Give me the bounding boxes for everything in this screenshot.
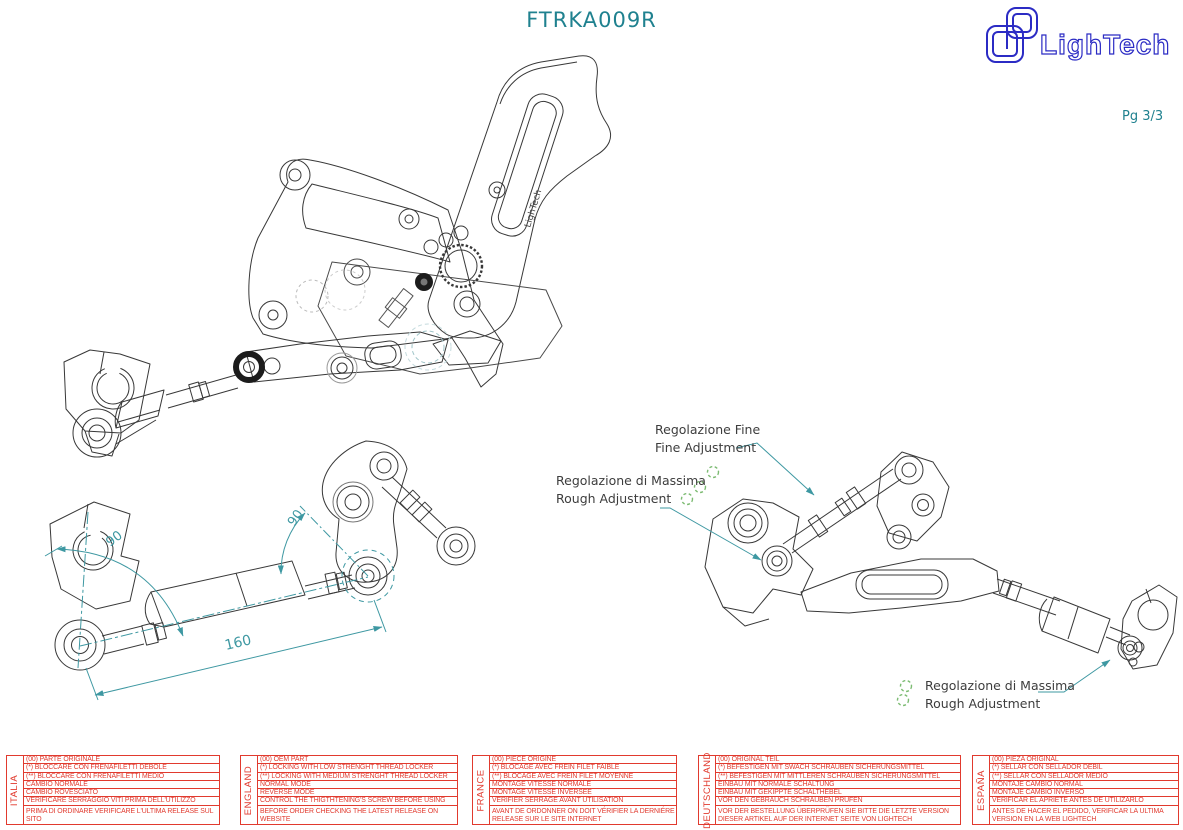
table-deutschland xyxy=(698,751,961,829)
cylinder-body xyxy=(145,561,355,627)
short-link xyxy=(382,477,475,565)
lever-clamp xyxy=(64,350,150,456)
rough-adjustment-left-annotation xyxy=(556,472,706,508)
table-language-label: ESPAÑA xyxy=(973,756,990,824)
table-rows xyxy=(490,756,676,824)
table-row: MONTAJE CAMBIO NORMAL xyxy=(990,781,1178,789)
turnbuckle-link xyxy=(783,469,901,553)
annotation-line: Regolazione di Massima xyxy=(556,473,706,488)
rough-adjustment-right-annotation xyxy=(925,677,1075,713)
annotation-line: Regolazione Fine xyxy=(655,422,761,437)
table-row: (00) OEM PART xyxy=(258,756,457,764)
table-row: VERIFIER SERRAGE AVANT UTILISATION xyxy=(490,797,676,805)
table-rows xyxy=(716,756,960,824)
shift-lever-arm xyxy=(236,331,501,383)
rocker-plate xyxy=(877,452,949,549)
table-row: CONTROL THE THIGTHTENING'S SCREW BEFORE USING xyxy=(258,797,457,805)
engraved-logo-text: LighTech xyxy=(523,188,545,229)
table-row: EINBAU MIT GEKIPPTE SCHALTHEBEL xyxy=(716,789,960,797)
table-row: VERIFICARE SERRAGGIO VITI PRIMA DELL'UTILIZZO xyxy=(24,797,219,805)
table-row: VOR DEN GEBRAUCH SCHRAUBEN PRÜFEN xyxy=(716,797,960,805)
push-rod xyxy=(993,578,1142,660)
table-row: REVERSE MODE xyxy=(258,789,457,797)
end-lever xyxy=(1121,585,1177,669)
rearset-assembly-drawing xyxy=(64,56,611,457)
pedal-carrier xyxy=(318,259,562,374)
table-row: MONTAGE VITESSE INVERSEE xyxy=(490,789,676,797)
page-number: Pg 3/3 xyxy=(1122,109,1164,124)
table-row: AVANT DE ORDONNER ON DOIT VÉRIFIER LA DERNIÉRE RELEASE SUR LE SITE INTERNET xyxy=(492,807,675,823)
shift-rod xyxy=(73,375,238,457)
table-row: BEFORE ORDER CHECKING THE LATEST RELEASE ON WEBSITE xyxy=(260,807,438,823)
table-rows xyxy=(258,756,457,824)
table-row: NORMAL MODE xyxy=(258,781,457,789)
table-row: (**) BLOCAGE AVEC FREIN FILET MOYENNE xyxy=(490,773,676,781)
fine-adjustment-annotation xyxy=(655,421,760,457)
table-row: CAMBIO NORMALE xyxy=(24,781,219,789)
clamp-piece xyxy=(50,502,139,609)
rod-end-bearing-left xyxy=(55,620,167,670)
table-language-label: ITALIA xyxy=(7,756,24,824)
angle-dimension-right: 90 xyxy=(284,507,307,530)
table-row: (00) PARTE ORIGINALE xyxy=(24,756,219,764)
page-title: FTRKA009R xyxy=(526,8,657,32)
table-row: (*) BLOCCARE CON FRENAFILETTI DEBOLE xyxy=(24,764,219,772)
heel-guard xyxy=(399,56,611,338)
brand-logo-wordmark: LighTech xyxy=(1040,29,1170,60)
table-row: (**) LOCKING WITH MEDIUM STRENGHT THREAD LOCKER xyxy=(258,773,457,781)
table-row: (*) SELLAR CON SELLADOR DEBIL xyxy=(990,764,1178,772)
table-row: (00) ORIGINAL TEIL xyxy=(716,756,960,764)
slotted-arm xyxy=(801,559,999,613)
dimension-annotations xyxy=(45,506,394,700)
table-language-label: ENGLAND xyxy=(241,756,258,824)
table-row: (*) BEFESTIGEN MIT SWACH SCHRAUBEN SICHERUNGSMITTEL xyxy=(716,764,960,772)
table-rows xyxy=(24,756,219,824)
leader-lines xyxy=(660,443,1110,692)
table-row: VOR DER BESTELLUNG ÜBERPRÜFEN SIE BITTE DIE LETZTE VERSION DIESER ARTIKEL AUF DER INTERNET SEITE VON LIGHTECH xyxy=(718,807,949,823)
table-rows xyxy=(990,756,1178,824)
table-row: PRIMA DI ORDINARE VERIFICARE L'ULTIMA RELEASE SUL SITO xyxy=(26,807,214,823)
linkage-drawing-right xyxy=(705,452,1177,669)
annotation-line: Fine Adjustment xyxy=(655,440,757,455)
table-row: MONTAGE VITESSE NORMALE xyxy=(490,781,676,789)
angle-dimension-left: 90 xyxy=(103,528,126,551)
table-row: MONTAJE CAMBIO INVERSO xyxy=(990,789,1178,797)
annotation-line: Regolazione di Massima xyxy=(925,678,1075,693)
table-row: (**) BLOCCARE CON FRENAFILETTI MEDIO xyxy=(24,773,219,781)
table-row: (00) PIECE ORIGINE xyxy=(490,756,676,764)
table-row: (**) BEFESTIGEN MIT MITTLEREN SCHRAUBEN SICHERUNGSMITTEL xyxy=(716,773,960,781)
table-row: (*) BLOCAGE AVEC FREIN FILET FAIBLE xyxy=(490,764,676,772)
table-language-label: FRANCE xyxy=(473,756,490,824)
mount-bracket xyxy=(705,499,813,626)
table-row: ANTES DE HACER EL PEDIDO, VERIFICAR LA ULTIMA VERSION EN LA WEB LIGHTECH xyxy=(992,807,1164,823)
table-row: EINBAU MIT NORMALE SCHALTUNG xyxy=(716,781,960,789)
annotation-line: Rough Adjustment xyxy=(925,696,1041,711)
table-language-label: DEUTSCHLAND xyxy=(699,756,716,824)
table-england xyxy=(240,755,458,825)
table-france xyxy=(472,755,677,825)
main-bracket-plate xyxy=(249,159,503,387)
length-dimension: 160 xyxy=(223,632,253,654)
annotation-line: Rough Adjustment xyxy=(556,491,672,506)
table-italia xyxy=(6,755,220,825)
linkage-drawing-left xyxy=(50,441,475,670)
table-row: (00) PIEZA ORIGINAL xyxy=(990,756,1178,764)
table-espana xyxy=(972,755,1179,825)
table-row: (*) LOCKING WITH LOW STRENGHT THREAD LOCKER xyxy=(258,764,457,772)
table-row: (**) SELLAR CON SELLADOR MEDIO xyxy=(990,773,1178,781)
table-row: CAMBIO ROVESCIATO xyxy=(24,789,219,797)
table-row: VERIFICAR EL APRIETE ANTES DE UTILIZARLO xyxy=(990,797,1178,805)
